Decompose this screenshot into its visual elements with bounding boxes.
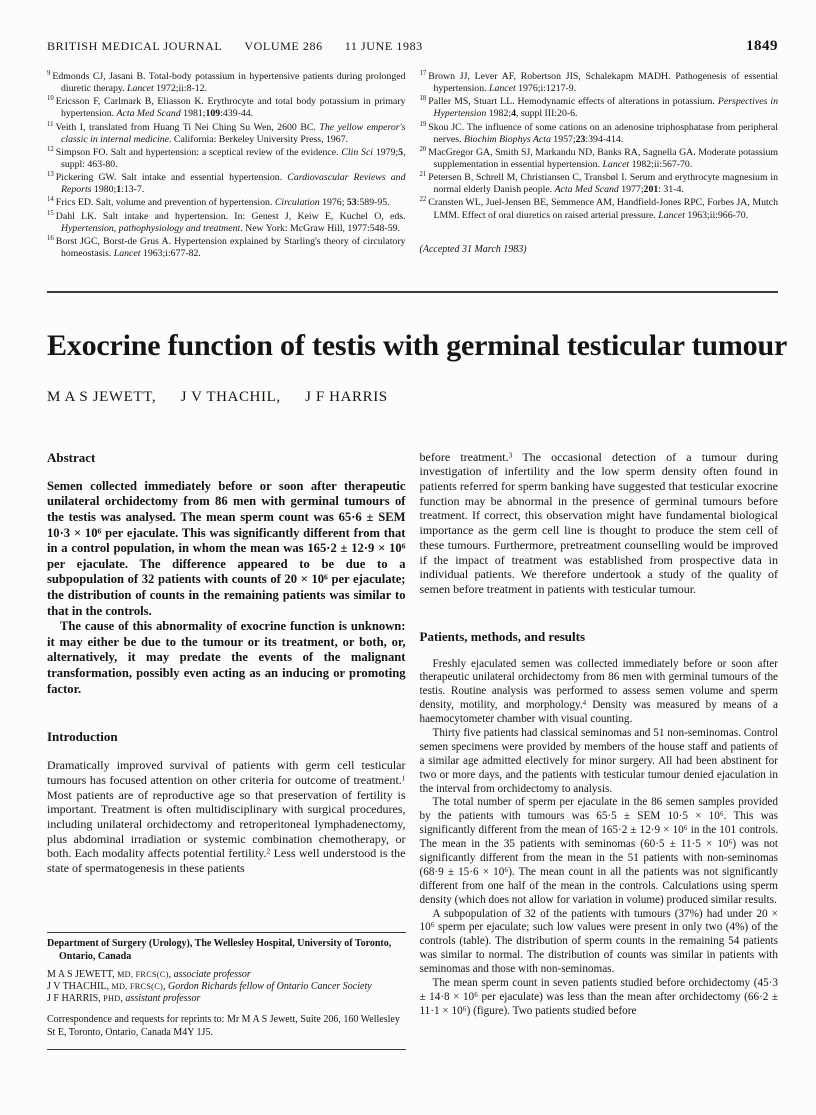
reference-text: Dahl LK. Salt intake and hypertension. In: Genest J, Keiw E, Kuchel O, eds. Hypertension, pathophysiology and treatment. New York: McGraw Hill, 1977:548-59. bbox=[55, 210, 406, 234]
references-right-column bbox=[420, 70, 779, 265]
reference-number: 16 bbox=[47, 234, 54, 242]
article-right-column bbox=[420, 450, 779, 1050]
correspondence-note: Correspondence and requests for reprints to: Mr M A S Jewett, Suite 206, 160 Wellesley St E, Toronto, Ontario, Canada M4Y 1J5. bbox=[47, 1014, 400, 1038]
reference-text: MacGregor GA, Smith SJ, Markandu ND, Banks RA, Sagnella GA. Moderate potassium supplementation in essential hypertension. Lancet 1982;ii:567-70. bbox=[428, 146, 778, 170]
reference-text: Veith I, translated from Huang Ti Nei Ching Su Wen, 2600 BC. The yellow emperor's classic in internal medicine. California: Berkeley University Press, 1967. bbox=[55, 121, 406, 145]
author-name: M A S JEWETT, bbox=[47, 388, 157, 405]
reference-number: 20 bbox=[419, 145, 427, 153]
abstract-paragraph: Semen collected immediately before or soon after therapeutic unilateral orchidectomy from 86 men with germinal tumours of the testis was analysed. The mean sperm count was 65·6 ± SEM 10·3 × 10⁶ per ejaculate. This was significantly different from that in a control population, in whom the mean was 165·2 ± 12·9 × 10⁶ per ejaculate. The difference appeared to be due to a subpopulation of 32 patients with counts of 20 × 10⁶ per ejaculate; the distribution of counts in the remaining patients was similar to that in the controls. bbox=[47, 478, 406, 618]
reference-number: 13 bbox=[47, 171, 54, 179]
article-title: Exocrine function of testis with germinal testicular tumour bbox=[47, 328, 788, 362]
continuation-paragraph: before treatment.$^3$ The occasional detection of a tumour during investigation of infertility and the low sperm density often found in patients referred for sperm banking have suggested that testicular exocrine function may be abnormal in the presence of germinal tumours before treatment. If correct, this observation might have fundamental biological importance as the germ cell line is thought to produce the stem cell of these tumours. Furthermore, pretreatment counselling would be improved if the impact of treatment was established from prospective data in individual patients. We therefore undertook a study of the quality of semen before treatment in patients with testicular tumour. bbox=[419, 449, 778, 596]
reference-item bbox=[47, 146, 406, 171]
abstract-paragraph: The cause of this abnormality of exocrine function is unknown: it may either be due to the tumour or its treatment, or both, or, alternatively, it may predate the events of the malignant transformation, possibly even acting as an inducing or promoting factor. bbox=[47, 619, 406, 696]
page-header bbox=[47, 38, 778, 55]
article-body bbox=[47, 450, 778, 1050]
reference-item bbox=[47, 196, 406, 209]
methods-paragraph: The total number of sperm per ejaculate in the 86 semen samples provided by the patients with tumours was 65·5 ± SEM 10·5 × 10⁶. This was significantly different from the mean of 165·2 ± 12·9 × 10⁶ in the 101 controls. The mean in the 35 patients with seminomas (60·5 ± 11·5 × 10⁶) was not significantly different from the mean in the 51 patients with non-seminomas (68·9 ± 15·6 × 10⁶). The mean count in all the patients was not significantly different from one half of the mean in the controls. Calculations using sperm density (which does not allow for variation in volume) produced similar results. bbox=[419, 796, 778, 906]
references-section bbox=[47, 70, 778, 265]
references-left-column bbox=[47, 70, 406, 265]
methods-paragraph: A subpopulation of 32 of the patients with tumours (37%) had under 20 × 10⁶ sperm per ejaculate; such low values were present in only two (4%) of the controls (table). The distribution of sperm counts in the remaining 54 patients was similar to normal. The distribution of counts was similar in patients with seminomas and those with non-seminomas. bbox=[419, 907, 778, 976]
reference-number: 22 bbox=[419, 196, 427, 204]
reference-item bbox=[47, 235, 406, 260]
reference-item bbox=[420, 95, 779, 120]
reference-number: 14 bbox=[47, 196, 54, 204]
journal-name: BRITISH MEDICAL JOURNAL bbox=[47, 39, 223, 53]
author-name: J F HARRIS bbox=[305, 388, 388, 405]
accepted-note: (Accepted 31 March 1983) bbox=[419, 243, 527, 255]
reference-item bbox=[47, 70, 406, 95]
reference-text: Skou JC. The influence of some cations on an adenosine triphosphatase from peripheral nerves. Biochim Biophys Acta 1957;23:394-414. bbox=[428, 121, 778, 145]
introduction-heading: Introduction bbox=[47, 729, 118, 745]
methods-paragraph: The mean sperm count in seven patients studied before orchidectomy (45·3 ± 14·8 × 10⁶ per ejaculate) was less than the mean after orchidectomy (66·2 ± 11·1 × 10⁶) (figure). Two patients studied before bbox=[419, 977, 778, 1017]
reference-item bbox=[420, 121, 779, 146]
reference-text: Cransten WL, Juel-Jensen BE, Semmence AM, Handfield-Jones RPC, Forbes JA, Mutch LMM. Effect of oral diuretics on raised arterial pressure. Lancet 1963;ii:966-70. bbox=[428, 197, 778, 221]
footnote-top-rule bbox=[47, 932, 406, 933]
reference-text: Ericsson F, Carlmark B, Eliasson K. Erythrocyte and total body potassium in primary hypertension. Acta Med Scand 1981;109:439-44. bbox=[55, 96, 406, 120]
reference-number: 9 bbox=[47, 70, 51, 77]
author-name: J V THACHIL, bbox=[180, 388, 281, 405]
journal-date: 11 JUNE 1983 bbox=[344, 39, 423, 53]
reference-item bbox=[420, 146, 779, 171]
methods-heading: Patients, methods, and results bbox=[419, 628, 586, 644]
reference-text: Frics ED. Salt, volume and prevention of hypertension. Circulation 1976; 53:589-95. bbox=[55, 197, 390, 209]
author-line bbox=[47, 389, 778, 406]
journal-volume: VOLUME 286 bbox=[244, 39, 323, 53]
affiliation-member: J V THACHIL, MD, FRCS(C), Gordon Richards fellow of Ontario Cancer Society bbox=[47, 980, 372, 992]
reference-item bbox=[47, 210, 406, 235]
reference-number: 15 bbox=[47, 209, 54, 217]
reference-text: Paller MS, Stuart LL. Hemodynamic effects of alterations in potassium. Perspectives in Hypertension 1982;4, suppl III:20-6. bbox=[428, 96, 778, 120]
reference-number: 10 bbox=[47, 95, 54, 103]
section-divider-rule bbox=[47, 291, 778, 293]
journal-header bbox=[47, 39, 423, 54]
reference-item bbox=[420, 70, 779, 95]
affiliation-member: M A S JEWETT, MD, FRCS(C), associate professor bbox=[47, 968, 251, 980]
reference-number: 18 bbox=[419, 95, 427, 103]
methods-paragraph: Freshly ejaculated semen was collected immediately before or soon after therapeutic unilateral orchidectomy from 86 men with germinal tumours of the testis. Routine analysis was performed to assess semen volume and sperm density, motility, and morphology.$^4$ Density was measured by means of a haemocytometer chamber with visual counting. bbox=[419, 657, 778, 726]
affiliation-block bbox=[47, 938, 406, 1038]
reference-item bbox=[420, 196, 779, 221]
reference-number: 21 bbox=[419, 171, 427, 179]
reference-number: 17 bbox=[419, 70, 427, 77]
reference-text: Edmonds CJ, Jasani B. Total-body potassium in hypertensive patients during prolonged diuretic therapy. Lancet 1972;ii:8-12. bbox=[52, 71, 406, 95]
reference-text: Borst JGC, Borst-de Grus A. Hypertension explained by Starling's theory of circulatory homeostasis. Lancet 1963;i:677-82. bbox=[55, 235, 406, 259]
reference-number: 12 bbox=[47, 145, 54, 153]
reference-item bbox=[420, 171, 779, 196]
reference-number: 19 bbox=[419, 120, 427, 128]
reference-item bbox=[47, 95, 406, 120]
page-number: 1849 bbox=[746, 38, 778, 54]
affiliation-department: Department of Surgery (Urology), The Wellesley Hospital, University of Toronto, Ontario, Canada bbox=[47, 938, 392, 962]
reference-text: Brown JJ, Lever AF, Robertson JIS, Schalekapm MADH. Pathogenesis of essential hypertension. Lancet 1976;i:1217-9. bbox=[428, 71, 778, 95]
methods-section bbox=[420, 629, 779, 1019]
footnote-bottom-rule bbox=[47, 1049, 406, 1050]
abstract-heading: Abstract bbox=[47, 449, 96, 465]
reference-text: Simpson FO. Salt and hypertension: a sceptical review of the evidence. Clin Sci 1979;5, suppl: 463-80. bbox=[55, 146, 406, 170]
affiliation-member: J F HARRIS, PHD, assistant professor bbox=[47, 993, 201, 1005]
reference-number: 11 bbox=[47, 120, 54, 128]
methods-paragraph: Thirty five patients had classical seminomas and 51 non-seminomas. Control semen specimens were provided by members of the house staff and patients of a similar age admitted electively for minor surgery. All had been abstinent for two or more days, and the patients with testicular tumour denied ejaculation in the interval from orchidectomy to analysis. bbox=[419, 727, 778, 795]
reference-item bbox=[47, 171, 406, 196]
introduction-section bbox=[47, 697, 406, 876]
introduction-paragraph: Dramatically improved survival of patients with germ cell testicular tumours has focused attention on other criteria for outcome of treatment.$^1$ Most patients are of reproductive age so that preservation of fertility is important. Treatment is often multidisciplinary with surgical procedures, including unilateral orchidectomy and retroperitoneal lymphadenectomy, plus abdominal irradiation or systemic combination chemotherapy, or both. Each modality affects potential fertility.$^2$ Less well understood is the state of spermatogenesis in these patients bbox=[47, 758, 406, 876]
reference-text: Pickering GW. Salt intake and essential hypertension. Cardiovascular Reviews and Reports 1980;1:13-7. bbox=[55, 172, 406, 196]
reference-item bbox=[47, 121, 406, 146]
abstract-section bbox=[47, 450, 406, 698]
article-left-column bbox=[47, 450, 406, 1050]
affiliation-footnote bbox=[47, 932, 406, 1049]
reference-text: Petersen B, Schrell M, Christiansen C, Transbøl I. Serum and erythrocyte magnesium in normal elderly Danish people. Acta Med Scand 1977;201: 31-4. bbox=[428, 172, 778, 196]
